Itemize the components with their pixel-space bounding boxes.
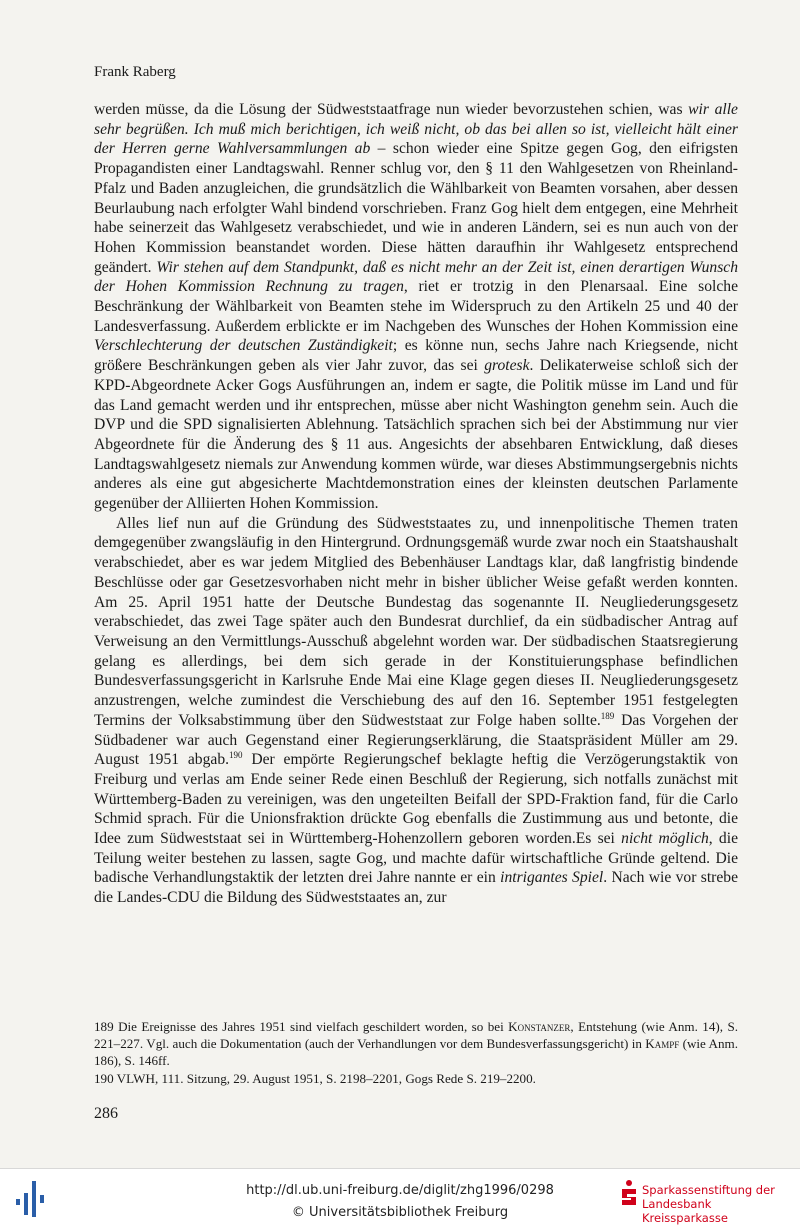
text-run: (wie Anm. 186), S. 146ff. (94, 1036, 738, 1069)
emphasis-text: grotesk (484, 357, 530, 375)
text-run: – schon wieder eine Spitze gegen Gog, den eifrigsten Propagandisten einer Landtagswahl. Renner schlug vor, den § 11 den Wahlgesetzen von Rheinland-Pfalz und Baden anzugleichen, die grundsätzlich die Wählbarkeit von Beamten vorsahen, aber dessen Beurlaubung nach erfolgter Wahl bindend vorschrieben. Franz Gog hielt dem entgegen, eine Mehrheit habe seinerzeit das Wahlgesetz verabschiedet, und wie in anderen Ländern, sei es nun auch von der Hohen Kommission beanstandet worden. Diese hätten daraufhin ihr Wahlgesetz entsprechend geändert. (94, 140, 738, 276)
text-run: 189 Die Ereignisse des Jahres 1951 sind vielfach geschildert worden, so bei (94, 1019, 509, 1034)
text-run: , riet er trotzig in den Plenarsaal. Eine solche Beschränkung der Wählbarkeit von Beamten stehe im Widerspruch zu den Artikeln 25 und 40 der Landesverfassung. Außerdem erblickte er im Nachgeben des Wunsches der Hohen Kommission eine (94, 278, 738, 335)
sparkasse-logo-icon (620, 1179, 638, 1207)
emphasis-text: nicht möglich (621, 830, 709, 848)
author-name: Kampf (645, 1036, 680, 1052)
source-url-link[interactable]: http://dl.ub.uni-freiburg.de/diglit/zhg1996/0298 (246, 1183, 554, 1198)
running-header: Frank Raberg (94, 64, 176, 80)
sponsor-text (642, 1183, 800, 1225)
copyright-notice: © Universitätsbibliothek Freiburg (291, 1205, 509, 1220)
emphasis-text: Verschlechterung der deutschen Zuständigkeit (94, 337, 393, 355)
text-run: Das Vorgehen der Südbadener war auch Gegenstand einer Regierungserklärung, die Staatspräsident Müller am 29. August 1951 abgab. (94, 711, 738, 769)
footnote-190 (94, 1070, 738, 1087)
footnotes (94, 1018, 738, 1087)
sponsor-line-2: Landesbank Kreissparkasse (642, 1197, 728, 1225)
text-run: Alles lief nun auf die Gründung des Südweststaates zu, und innenpolitische Themen traten demgegenüber zwangsläufig in den Hintergrund. Ordnungsgemäß wurde zwar noch ein Staatshaushalt verabschiedet, aber es war jedem Mitglied des Bebenhäuser Landtags klar, daß langfristig bindende Beschlüsse oder gar Gesetzesvorhaben nicht mehr in bisher üblicher Weise gefaßt werden konnten. Am 25. April 1951 hatte der Deutsche Bundestag das sogenannte II. Neugliederungsgesetz verabschiedet, das zwei Tage später auch den Bundesrat durchlief, da ein südbadischer Antrag auf Verweisung an den Vermittlungs-Ausschuß abgelehnt worden war. Der südbadischen Staatsregierung gelang es allerdings, bei dem sich gerade in der Konstituierungsphase befindlichen Bundesverfassungsgericht in Karlsruhe Ende Mai eine Klage gegen dieses II. Neugliederungsgesetz anzustrengen, welche zumindest die Verschiebung des auf den 16. September 1951 festgelegten Termins der Volksabstimmung über den Südweststaat zur Folge haben sollte. (94, 514, 738, 729)
emphasis-text: intrigantes Spiel (500, 869, 604, 887)
author-name: Konstanzer (508, 1019, 571, 1034)
text-run: 190 VLWH, 111. Sitzung, 29. August 1951, S. 2198–2201, Gogs Rede S. 219–2200. (94, 1070, 536, 1086)
emphasis-text: wir alle sehr begrüßen. Ich muß mich berichtigen, ich weiß nicht, ob das bei allen so ist, vielleicht hält einer der Herren gerne Wahlversammlungen ab (94, 101, 738, 158)
paragraph-2 (94, 514, 738, 908)
sponsor-line-1: Sparkassenstiftung der (642, 1183, 775, 1197)
footnote-ref: 190 (229, 750, 243, 761)
body-text (94, 100, 738, 908)
text-run: . Delikaterweise schloß sich der KPD-Abgeordnete Acker Gogs Ausführungen an, indem er sagte, die Politik müsse im Land und für das Land gemacht werden und ihr entsprechen, müsse aber nicht Washington genehm sein. Auch die DVP und die SPD signalisierten Ablehnung. Tatsächlich sprachen sich bei der Abstimmung nur vier Abgeordnete für die Änderung des § 11 aus. Angesichts der absehbaren Entwicklung, daß dieses Landtagswahlgesetz niemals zur Anwendung kommen würde, war dieses Abstimmungsergebnis nichts anderes als eine gut abgesicherte Machtdemonstration eines der kleinsten deutschen Parlamente gegenüber der Alliierten Hohen Kommission. (94, 357, 738, 513)
text-run: , die Teilung weiter bestehen zu lassen, sagte Gog, und machte dafür wirtschaftliche Gründe geltend. Die badische Verhandlungstaktik der letzten drei Jahre nannte er ein (94, 830, 738, 887)
paragraph-1 (94, 100, 738, 514)
page-number: 286 (94, 1105, 118, 1122)
footnote-189 (94, 1018, 738, 1070)
text-run: werden müsse, da die Lösung der Südweststaatfrage nun wieder bevorzustehen schien, was (94, 101, 689, 118)
text-run: . Nach wie vor strebe die Landes-CDU die Bildung des Südweststaates an, zur (94, 869, 739, 907)
text-run: ; es könne nun, sechs Jahre nach Kriegsende, nicht größere Beschränkungen geben als vier Jahr zuvor, das sei (94, 337, 738, 375)
emphasis-text: Wir stehen auf dem Standpunkt, daß es nicht mehr an der Zeit ist, einen derartigen Wunsch der Hohen Kommission Rechnung zu tragen (94, 258, 738, 296)
text-run: Der empörte Regierungschef beklagte heftig die Verzögerungstaktik von Freiburg und verlas am Ende seiner Rede einen Beschluß der Regierung, sich notfalls zunächst mit Württemberg-Baden zu vereinigen, was den ungeteilten Beifall der SPD-Fraktion fand, für die Carlo Schmid sprach. Für die Unionsfraktion drückte Gog ebenfalls die Zustimmung aus und betonte, die Idee zum Südweststaat sei in Württemberg-Hohenzollern geboren worden.Es sei (94, 751, 738, 848)
footer-bar (0, 1168, 800, 1229)
text-run: , Entstehung (wie Anm. 14), S. 221–227. Vgl. auch die Dokumentation (auch der Verhandlungen vor dem Bundesverfassungsgericht) in (94, 1019, 739, 1052)
footnote-ref: 189 (600, 710, 615, 721)
